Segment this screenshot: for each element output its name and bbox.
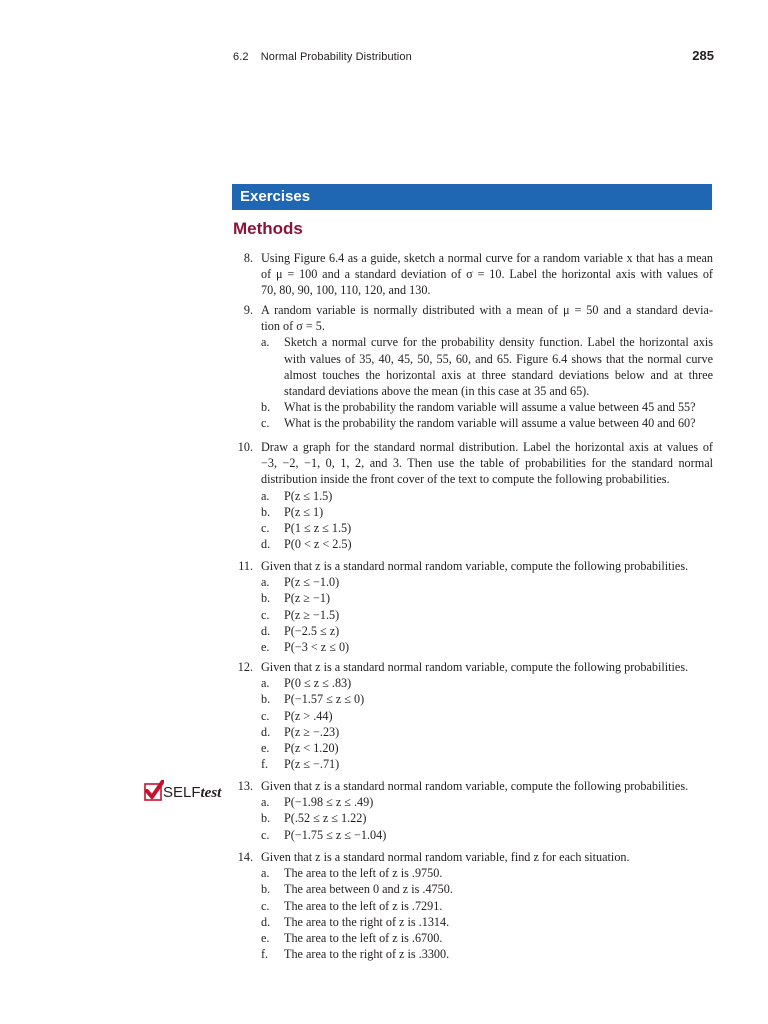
part-label: a. <box>261 866 270 881</box>
exercise-part <box>261 881 713 897</box>
text-line: P(−3 < z ≤ 0) <box>284 640 350 655</box>
part-label: b. <box>261 811 271 826</box>
part-text <box>284 504 713 520</box>
exercise-number: 12. <box>237 660 253 674</box>
exercise-number: 9. <box>243 303 253 317</box>
exercise-part <box>261 536 713 552</box>
exercise-12 <box>233 659 713 772</box>
part-text <box>284 898 713 914</box>
exercise-number: 11. <box>238 559 253 573</box>
exercise-number: 14. <box>237 850 253 864</box>
part-text <box>284 881 713 897</box>
part-label: b. <box>261 591 271 606</box>
part-text <box>284 930 713 946</box>
part-label: c. <box>261 708 270 723</box>
part-text <box>284 675 713 691</box>
part-label: a. <box>261 676 270 691</box>
part-label: f. <box>261 947 269 962</box>
part-text <box>284 488 713 504</box>
exercise-part <box>261 504 713 520</box>
part-label: f. <box>261 757 269 772</box>
part-label: b. <box>261 400 271 415</box>
exercise-part <box>261 623 713 639</box>
part-text <box>284 794 713 810</box>
text-line: P(−1.75 ≤ z ≤ −1.04) <box>284 827 387 842</box>
text-line: standard deviations above the mean (in this case at 35 and 65). <box>284 384 590 399</box>
exercise-number: 13. <box>237 779 253 793</box>
part-text <box>284 334 713 399</box>
part-text <box>284 708 713 724</box>
exercise-number: 10. <box>237 440 253 454</box>
part-label: b. <box>261 692 271 707</box>
text-line: P(0 < z < 2.5) <box>284 537 352 552</box>
text-line: Draw a graph for the standard normal distribution. Label the horizontal axis at values of <box>261 440 713 454</box>
exercises-heading: Exercises <box>232 184 712 210</box>
exercise-part <box>261 794 713 810</box>
part-label: c. <box>261 898 270 913</box>
text-line: almost touches the horizontal axis at three standard deviations below and at three <box>284 367 713 382</box>
exercise-part <box>261 415 713 431</box>
part-text <box>284 756 713 772</box>
part-text <box>284 590 713 606</box>
exercise-text <box>261 558 713 574</box>
text-line: Sketch a normal curve for the probability density function. Label the horizontal axis <box>284 335 713 350</box>
part-label: e. <box>261 741 270 756</box>
part-label: c. <box>261 607 270 622</box>
text-line: What is the probability the random variable will assume a value between 45 and 55? <box>284 400 696 415</box>
exercise-13 <box>233 778 713 843</box>
part-label: e. <box>261 931 270 946</box>
text-line: P(−1.98 ≤ z ≤ .49) <box>284 795 374 810</box>
text-line: P(0 ≤ z ≤ .83) <box>284 676 352 691</box>
exercise-text <box>261 302 713 334</box>
part-label: b. <box>261 882 271 897</box>
running-head <box>233 51 412 63</box>
exercise-part <box>261 914 713 930</box>
text-line: The area between 0 and z is .4750. <box>284 882 453 897</box>
text-line: Given that z is a standard normal random variable, compute the following probabilities. <box>261 779 689 793</box>
text-line: P(z ≥ −1) <box>284 591 331 606</box>
part-label: c. <box>261 827 270 842</box>
exercise-text <box>261 250 713 299</box>
text-line: P(z > .44) <box>284 708 333 723</box>
exercise-part <box>261 520 713 536</box>
text-line: P(z ≤ −.71) <box>284 757 340 772</box>
text-line: What is the probability the random variable will assume a value between 40 and 60? <box>284 416 696 431</box>
exercise-part <box>261 607 713 623</box>
exercise-part <box>261 691 713 707</box>
text-line: tion of σ = 5. <box>261 319 325 334</box>
exercise-part <box>261 574 713 590</box>
exercise-part <box>261 810 713 826</box>
part-label: c. <box>261 416 270 431</box>
methods-heading: Methods <box>233 219 303 238</box>
text-line: P(z ≤ 1.5) <box>284 488 333 503</box>
text-line: P(z ≤ −1.0) <box>284 575 340 590</box>
page-number: 285 <box>692 48 714 63</box>
text-line: The area to the right of z is .1314. <box>284 914 450 929</box>
part-text <box>284 415 713 431</box>
part-label: d. <box>261 537 271 552</box>
exercise-14 <box>233 849 713 962</box>
part-text <box>284 827 713 843</box>
part-text <box>284 574 713 590</box>
part-text <box>284 639 713 655</box>
selftest-label <box>163 784 221 802</box>
exercise-11 <box>233 558 713 655</box>
part-label: a. <box>261 795 270 810</box>
exercise-part <box>261 898 713 914</box>
exercise-part <box>261 865 713 881</box>
text-line: 70, 80, 90, 100, 110, 120, and 130. <box>261 283 431 298</box>
exercise-part <box>261 946 713 962</box>
part-text <box>284 536 713 552</box>
text-line: P(z < 1.20) <box>284 741 339 756</box>
exercise-9 <box>233 302 713 432</box>
section-number: 6.2 <box>233 51 249 63</box>
text-line: −3, −2, −1, 0, 1, 2, and 3. Then use the table of probabilities for the standard normal <box>261 456 713 471</box>
text-line: A random variable is normally distributed with a mean of μ = 50 and a standard devia- <box>261 303 713 317</box>
part-text <box>284 520 713 536</box>
text-line: P(z ≥ −1.5) <box>284 607 340 622</box>
checkmark-icon <box>144 780 164 802</box>
exercise-number: 8. <box>243 251 253 265</box>
exercise-part <box>261 590 713 606</box>
text-line: Using Figure 6.4 as a guide, sketch a normal curve for a random variable x that has a mean <box>261 251 713 265</box>
text-line: P(z ≤ 1) <box>284 504 324 519</box>
part-label: a. <box>261 575 270 590</box>
text-line: with values of 35, 40, 45, 50, 55, 60, and 65. Figure 6.4 shows that the normal curve <box>284 351 713 366</box>
selftest-badge <box>144 780 224 804</box>
exercise-part <box>261 724 713 740</box>
part-text <box>284 865 713 881</box>
part-text <box>284 724 713 740</box>
exercise-part <box>261 827 713 843</box>
text-line: Given that z is a standard normal random variable, compute the following probabilities. <box>261 660 689 674</box>
part-text <box>284 691 713 707</box>
exercise-text <box>261 659 713 675</box>
exercise-10 <box>233 439 713 552</box>
exercise-part <box>261 930 713 946</box>
exercise-part <box>261 639 713 655</box>
exercise-part <box>261 488 713 504</box>
text-line: P(−2.5 ≤ z) <box>284 623 340 638</box>
text-line: The area to the left of z is .9750. <box>284 866 443 881</box>
part-text <box>284 810 713 826</box>
part-text <box>284 740 713 756</box>
text-line: P(1 ≤ z ≤ 1.5) <box>284 521 352 536</box>
part-text <box>284 946 713 962</box>
text-line: P(−1.57 ≤ z ≤ 0) <box>284 692 365 707</box>
exercise-part <box>261 675 713 691</box>
exercise-part <box>261 708 713 724</box>
text-line: P(z ≥ −.23) <box>284 724 340 739</box>
selftest-label-test: test <box>200 785 222 801</box>
selftest-label-self: SELF <box>163 784 201 801</box>
text-line: The area to the left of z is .7291. <box>284 898 443 913</box>
exercise-part <box>261 740 713 756</box>
text-line: Given that z is a standard normal random variable, compute the following probabilities. <box>261 559 689 573</box>
part-text <box>284 914 713 930</box>
part-text <box>284 399 713 415</box>
part-label: e. <box>261 640 270 655</box>
exercise-part <box>261 756 713 772</box>
text-line: P(.52 ≤ z ≤ 1.22) <box>284 811 367 826</box>
exercise-text <box>261 849 713 865</box>
exercise-8 <box>233 250 713 299</box>
part-label: b. <box>261 504 271 519</box>
exercise-text <box>261 439 713 488</box>
text-line: The area to the left of z is .6700. <box>284 931 443 946</box>
part-label: a. <box>261 488 270 503</box>
part-label: c. <box>261 521 270 536</box>
exercise-part <box>261 399 713 415</box>
part-label: d. <box>261 623 271 638</box>
exercise-text <box>261 778 713 794</box>
section-title: Normal Probability Distribution <box>260 51 412 63</box>
part-text <box>284 623 713 639</box>
text-line: The area to the right of z is .3300. <box>284 947 450 962</box>
text-line: distribution inside the front cover of the text to compute the following probabilities. <box>261 472 670 487</box>
part-text <box>284 607 713 623</box>
part-label: d. <box>261 914 271 929</box>
text-line: of μ = 100 and a standard deviation of σ = 10. Label the horizontal axis with values of <box>261 267 713 282</box>
text-line: Given that z is a standard normal random variable, find z for each situation. <box>261 850 630 864</box>
part-label: d. <box>261 724 271 739</box>
exercise-part <box>261 334 713 399</box>
part-label: a. <box>261 335 270 350</box>
